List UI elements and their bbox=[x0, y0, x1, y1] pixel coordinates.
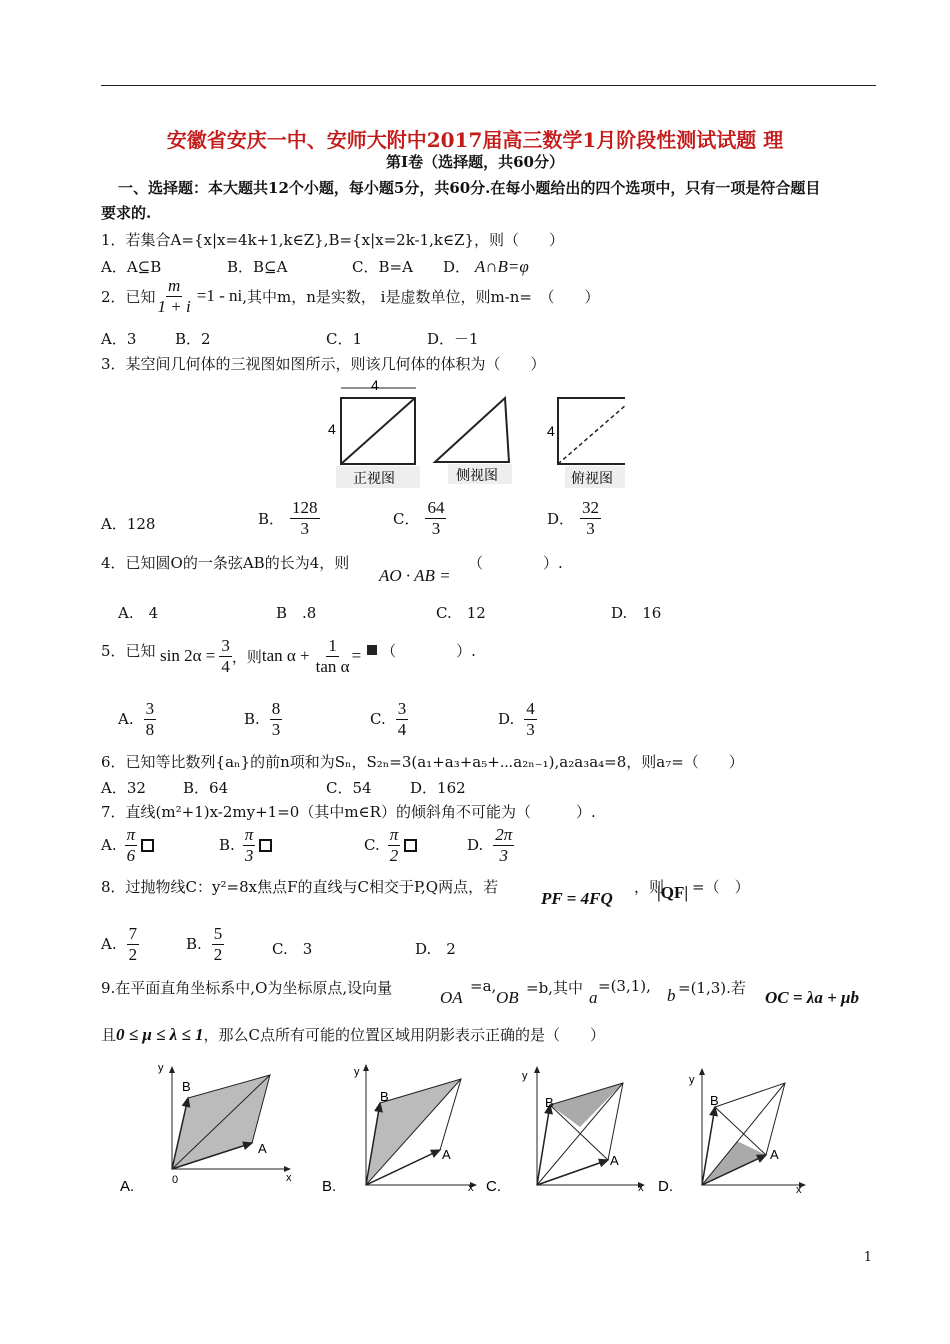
q9-options-figure bbox=[110, 1055, 810, 1200]
q5-prefix: 5．已知 bbox=[101, 642, 156, 660]
q3-option-b-label: B． bbox=[258, 509, 285, 528]
q3-option-d bbox=[547, 498, 601, 538]
q8-option-b bbox=[186, 924, 224, 964]
q5-num2: 1 bbox=[328, 636, 337, 655]
top-square bbox=[558, 398, 625, 464]
q7-d-frac bbox=[493, 825, 514, 865]
q8-option-a bbox=[101, 924, 139, 964]
q5-cond-frac bbox=[219, 636, 232, 676]
q5-a-frac bbox=[144, 699, 157, 739]
q2-option-c: C．1 bbox=[326, 330, 363, 348]
q7-a-num: π bbox=[126, 825, 136, 844]
q7-b-box-icon bbox=[259, 839, 272, 852]
q9-c-axis-x: x bbox=[638, 1182, 644, 1194]
q9-oa-eq: =a, bbox=[470, 977, 497, 995]
q9-a-val: =(3,1), bbox=[598, 977, 651, 995]
q5-d-den: 3 bbox=[526, 719, 535, 739]
q4-stem: 4．已知圆O的一条弦AB的长为4，则 bbox=[101, 554, 350, 572]
q5-option-d bbox=[498, 699, 537, 739]
q9-d-shaded-region bbox=[702, 1141, 766, 1185]
q5-expr-frac bbox=[314, 636, 352, 676]
q1-option-a: A．A⊆B bbox=[101, 258, 162, 276]
q5-c-label: C. bbox=[370, 710, 386, 729]
q9-a-vec: a bbox=[589, 988, 598, 1007]
q2-stem bbox=[101, 276, 599, 316]
q5-d-frac bbox=[524, 699, 537, 739]
top-view bbox=[547, 398, 625, 488]
q9-ob-eq: =b,其中 bbox=[526, 979, 583, 997]
page-number: 1 bbox=[863, 1250, 872, 1265]
q7-b-num: π bbox=[244, 825, 254, 844]
q9-c-point-b: B bbox=[545, 1095, 554, 1110]
q8-a-label: A. bbox=[101, 935, 117, 954]
q7-b-frac bbox=[243, 825, 256, 865]
q1-option-c: C．B=A bbox=[352, 258, 413, 276]
page-title: 安徽省安庆一中、安师大附中2017届高三数学1月阶段性测试试题 理 bbox=[166, 128, 784, 152]
q7-stem: 7．直线(m²+1)x-2my+1=0（其中m∈R）的倾斜角不可能为（ ）. bbox=[101, 803, 596, 821]
q3-option-d-label: D． bbox=[547, 509, 575, 528]
q6-stem: 6．已知等比数列{aₙ}的前n项和为Sₙ，S₂ₙ=3(a₁+a₃+a₅+⋯a₂ₙ₋₁),a₂a₃a₄=8，则a₇=（ ） bbox=[101, 753, 744, 771]
q8-expr2: |QF| bbox=[657, 883, 689, 902]
q7-option-a bbox=[101, 825, 154, 865]
q4-option-c: C. 12 bbox=[436, 604, 486, 622]
q4-tail: （ ）. bbox=[468, 554, 563, 572]
q2-option-b: B．2 bbox=[175, 330, 211, 348]
q8-expr: PF = 4FQ bbox=[541, 889, 613, 908]
q9-a-label: A. bbox=[120, 1178, 135, 1195]
q9-d-point-a: A bbox=[770, 1147, 779, 1162]
q8-b-den: 2 bbox=[213, 944, 223, 964]
q2-prefix: 2．已知 bbox=[101, 287, 156, 306]
q3-c-num: 64 bbox=[427, 498, 445, 517]
q5-option-c bbox=[370, 699, 408, 739]
q5-b-label: B. bbox=[244, 710, 260, 729]
q7-d-den: 3 bbox=[499, 845, 509, 865]
q5-d-num: 4 bbox=[526, 699, 535, 718]
q7-a-den: 6 bbox=[126, 845, 136, 865]
q3-stem: 3．某空间几何体的三视图如图所示，则该几何体的体积为（ ） bbox=[101, 355, 546, 373]
q9-d-axis-y: y bbox=[689, 1074, 695, 1086]
q9-c-axis-y: y bbox=[522, 1070, 528, 1082]
section-instructions-line2: 要求的. bbox=[101, 204, 152, 222]
q7-a-box-icon bbox=[141, 839, 154, 852]
front-dim-left: 4 bbox=[328, 421, 336, 437]
q7-option-d bbox=[467, 825, 514, 865]
q9-option-d-graph bbox=[658, 1069, 805, 1196]
q6-option-b: B．64 bbox=[183, 779, 229, 797]
q7-c-den: 2 bbox=[389, 845, 399, 865]
top-dashed-diagonal bbox=[558, 398, 625, 464]
q8-b-frac bbox=[212, 924, 225, 964]
q5-blank-mark bbox=[367, 645, 377, 655]
q1-option-d-label: D． bbox=[443, 258, 471, 276]
q9-b-axis-y: y bbox=[354, 1066, 360, 1078]
q1-stem: 1．若集合A={x|x=4k+1,k∈Z},B={x|x=2k-1,k∈Z}，则（ ） bbox=[101, 231, 565, 249]
q9-a-axis-y: y bbox=[158, 1062, 164, 1074]
q9-b-label: B. bbox=[322, 1178, 337, 1195]
q7-b-label: B. bbox=[219, 836, 235, 855]
q3-b-num: 128 bbox=[292, 498, 318, 517]
front-label: 正视图 bbox=[353, 470, 395, 486]
q3-option-b-frac bbox=[290, 498, 320, 538]
q8-a-frac bbox=[127, 924, 140, 964]
q7-c-box-icon bbox=[404, 839, 417, 852]
q9-option-c-graph bbox=[486, 1067, 644, 1195]
q9-oc-expr: OC = λa + μb bbox=[765, 988, 859, 1007]
q5-tail: （ ）. bbox=[381, 641, 476, 660]
q3-d-den: 3 bbox=[586, 518, 595, 538]
q6-option-a: A．32 bbox=[101, 779, 146, 797]
q3-d-num: 32 bbox=[582, 498, 600, 517]
q8-option-c: C. 3 bbox=[272, 940, 313, 958]
q6-option-c: C．54 bbox=[326, 779, 372, 797]
header-rule bbox=[101, 85, 876, 86]
q5-option-a bbox=[118, 699, 156, 739]
q5-a-num: 3 bbox=[145, 699, 155, 718]
q9-stem1: 9.在平面直角坐标系中,O为坐标原点,设向量 bbox=[101, 979, 393, 997]
q3-option-a: A．128 bbox=[101, 515, 156, 533]
q3-option-c bbox=[393, 498, 446, 538]
q8-b-label: B. bbox=[186, 935, 202, 954]
q3-option-b bbox=[258, 498, 320, 538]
side-label: 侧视图 bbox=[456, 467, 498, 483]
q9-c-point-a: A bbox=[610, 1153, 619, 1168]
q7-option-b bbox=[219, 825, 272, 865]
q8-option-d: D. 2 bbox=[415, 940, 456, 958]
q7-a-frac bbox=[125, 825, 138, 865]
q8-b-num: 5 bbox=[213, 924, 223, 943]
q7-option-c bbox=[364, 825, 417, 865]
front-view bbox=[328, 378, 420, 488]
q5-option-b bbox=[244, 699, 282, 739]
q8-tail: =（ ） bbox=[692, 878, 750, 896]
q9-oa: OA bbox=[440, 988, 463, 1007]
q5-a-label: A. bbox=[118, 710, 134, 729]
q8-stem: 8．过抛物线C：y²=8x焦点F的直线与C相交于P,Q两点，若 bbox=[101, 878, 499, 896]
q9-b-axis-x: x bbox=[468, 1182, 474, 1194]
side-triangle bbox=[435, 398, 509, 462]
q4-option-d: D. 16 bbox=[611, 604, 662, 622]
q5-condition bbox=[160, 636, 476, 676]
q5-d-label: D. bbox=[498, 710, 515, 729]
q2-eq: =1 - ni bbox=[196, 286, 243, 306]
q3-option-c-frac bbox=[425, 498, 446, 538]
q8-a-num: 7 bbox=[128, 924, 138, 943]
q5-eq2: = bbox=[351, 646, 362, 666]
q9-option-a-graph bbox=[120, 1062, 292, 1195]
q4-option-b: B .8 bbox=[276, 604, 317, 622]
q5-b-den: 3 bbox=[271, 719, 281, 739]
q3-option-c-label: C． bbox=[393, 509, 420, 528]
q5-b-num: 8 bbox=[271, 699, 281, 718]
q9-b-vec: b bbox=[667, 986, 676, 1005]
q9-a-point-b: B bbox=[182, 1079, 191, 1094]
part-heading: 第Ⅰ卷（选择题，共60分） bbox=[386, 153, 564, 171]
q2-fraction bbox=[156, 276, 193, 316]
q8-mid: ，则 bbox=[634, 878, 665, 896]
q4-option-a: A. 4 bbox=[118, 604, 159, 622]
q7-b-den: 3 bbox=[244, 845, 254, 865]
q9-a-origin: 0 bbox=[172, 1174, 179, 1186]
q9-b-point-a: A bbox=[442, 1147, 451, 1162]
q7-a-label: A. bbox=[101, 836, 117, 855]
q2-num: m bbox=[168, 276, 181, 295]
q5-num1: 3 bbox=[221, 636, 230, 655]
q9-stem2 bbox=[101, 1024, 605, 1045]
q2-option-a: A．3 bbox=[101, 330, 137, 348]
q3-option-d-frac bbox=[580, 498, 601, 538]
q2-option-d: D．－1 bbox=[427, 330, 479, 348]
q9-d-point-b: B bbox=[710, 1093, 719, 1108]
section-instructions-line1: 一、选择题：本大题共12个小题，每小题5分，共60分.在每小题给出的四个选项中，只有一项是符合题目 bbox=[118, 179, 821, 197]
q8-a-den: 2 bbox=[128, 944, 138, 964]
q5-den2: tan α bbox=[315, 656, 350, 676]
q5-c-den: 4 bbox=[397, 719, 407, 739]
side-view bbox=[435, 398, 512, 484]
three-view-figure bbox=[325, 378, 625, 490]
q9-b-point-b: B bbox=[380, 1089, 389, 1104]
q9-b-val: =(1,3).若 bbox=[678, 979, 746, 997]
q3-c-den: 3 bbox=[431, 518, 441, 538]
q9-ob: OB bbox=[496, 988, 519, 1007]
q5-b-frac bbox=[270, 699, 283, 739]
q7-c-label: C. bbox=[364, 836, 380, 855]
q5-c-frac bbox=[396, 699, 409, 739]
q6-option-d: D．162 bbox=[410, 779, 466, 797]
q9-d-axis-x: x bbox=[796, 1184, 802, 1196]
q9-c-label: C. bbox=[486, 1178, 501, 1195]
q9-a-axis-x: x bbox=[286, 1172, 292, 1184]
q7-d-label: D. bbox=[467, 836, 484, 855]
q4-expr: AO · AB = bbox=[379, 566, 451, 585]
q1-option-b: B．B⊆A bbox=[227, 258, 288, 276]
q7-c-num: π bbox=[389, 825, 399, 844]
q7-d-num: 2π bbox=[495, 825, 513, 844]
q5-mid: ，则 bbox=[231, 647, 262, 666]
q9-stem2-prefix: 且 bbox=[101, 1026, 117, 1044]
q9-cond: 0 ≤ μ ≤ λ ≤ 1 bbox=[116, 1024, 204, 1044]
front-diagonal bbox=[341, 398, 415, 464]
top-label: 俯视图 bbox=[571, 470, 613, 486]
q7-c-frac bbox=[388, 825, 401, 865]
q1-option-d-math: A∩B=φ bbox=[474, 257, 529, 276]
q5-a-den: 8 bbox=[145, 719, 155, 739]
q9-stem2-suffix: ，那么C点所有可能的位置区域用阴影表示正确的是（ ） bbox=[203, 1026, 605, 1044]
q5-c-num: 3 bbox=[397, 699, 407, 718]
top-dim-left: 4 bbox=[547, 423, 555, 439]
q5-lhs: sin 2α = bbox=[160, 646, 216, 666]
q2-suffix: ,其中m，n是实数， i是虚数单位，则m-n= （ ） bbox=[242, 287, 600, 306]
q1-option-d bbox=[443, 256, 529, 277]
q9-d-label: D. bbox=[658, 1178, 673, 1195]
q9-a-point-a: A bbox=[258, 1141, 267, 1156]
q9-option-b-graph bbox=[322, 1065, 476, 1195]
q2-den: 1 + i bbox=[157, 296, 191, 316]
q5-lhs2: tan α + bbox=[261, 646, 310, 666]
q5-den1: 4 bbox=[221, 656, 230, 676]
q9-c-shaded-region bbox=[550, 1083, 623, 1127]
front-dim-top: 4 bbox=[371, 378, 379, 393]
q3-b-den: 3 bbox=[300, 518, 310, 538]
